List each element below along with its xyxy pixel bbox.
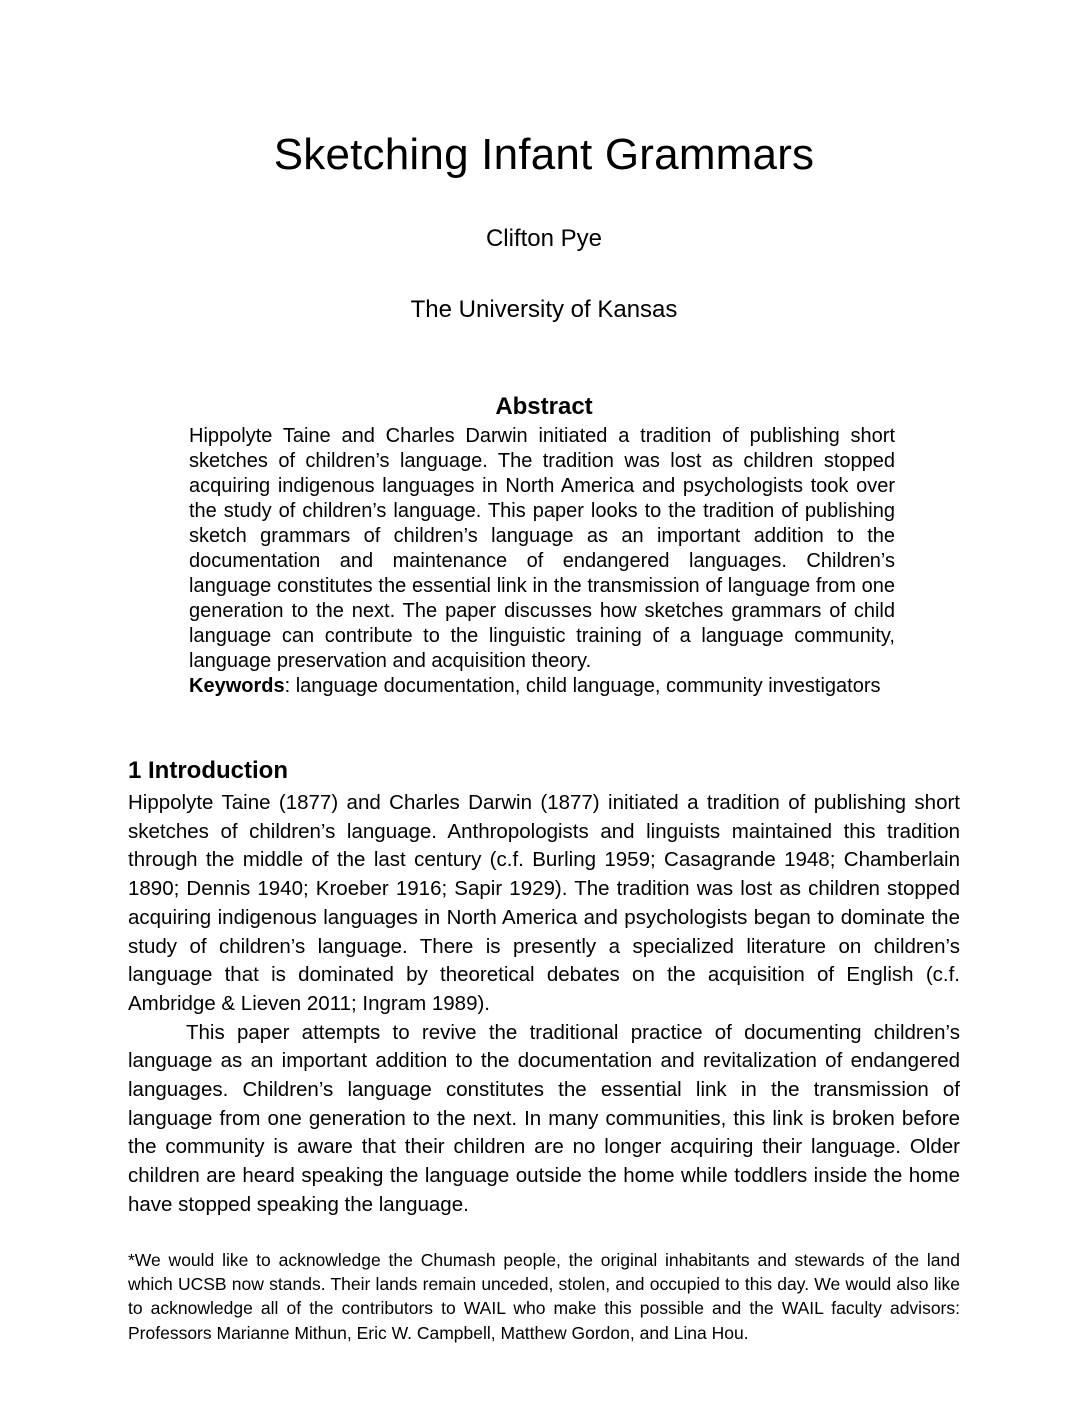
abstract-heading: Abstract: [495, 393, 593, 420]
author-affiliation: The University of Kansas: [410, 296, 678, 323]
section-heading-introduction: 1 Introduction: [128, 757, 288, 784]
abstract-section: [128, 393, 960, 699]
author-name: Clifton Pye: [485, 225, 603, 252]
introduction-paragraph-2: This paper attempts to revive the traditional practice of documenting children’s language as an important addition to the documentation and revitalization of endangered languages. Children’s language constitutes the essential link in the transmission of language from one generation to the next. In many communities, this link is broken before the community is aware that their children are no longer acquiring their language. Older children are heard speaking the language outside the home while toddlers inside the home have stopped speaking the language.: [128, 1020, 960, 1216]
abstract-text: Hippolyte Taine and Charles Darwin initiated a tradition of publishing short sketches of children’s language. The tradition was lost as children stopped acquiring indigenous languages in North America and psychologists took over the study of children’s language. This paper looks to the tradition of publishing sketch grammars of children’s language as an important addition to the documentation and maintenance of endangered languages. Children’s language constitutes the essential link in the transmission of language from one generation to the next. The paper discusses how sketches grammars of child language can contribute to the linguistic training of a language community, language preservation and acquisition theory.: [189, 425, 895, 672]
paper-title: Sketching Infant Grammars: [273, 130, 815, 179]
introduction-section: [128, 757, 960, 1220]
acknowledgement-footnote: *We would like to acknowledge the Chumash people, the original inhabitants and stewards of the land which UCSB now stands. Their lands remain unceded, stolen, and occupied to this day. We would also like to acknowledge all of the contributors to WAIL who make this possible and the WAIL faculty advisors: Professors Marianne Mithun, Eric W. Campbell, Matthew Gordon, and Lina Hou.: [128, 1249, 960, 1343]
introduction-paragraph-1: Hippolyte Taine (1877) and Charles Darwin (1877) initiated a tradition of publishing short sketches of children’s language. Anthropologists and linguists maintained this tradition through the middle of the last century (c.f. Burling 1959; Casagrande 1948; Chamberlain 1890; Dennis 1940; Kroeber 1916; Sapir 1929). The tradition was lost as children stopped acquiring indigenous languages in North America and psychologists began to dominate the study of children’s language. There is presently a specialized literature on children’s language that is dominated by theoretical debates on the acquisition of English (c.f. Ambridge & Lieven 2011; Ingram 1989).: [128, 791, 960, 1015]
keywords-label: Keywords: [189, 675, 285, 697]
keywords-line: [189, 674, 895, 699]
keywords-text: : language documentation, child language, community investigators: [284, 675, 881, 697]
